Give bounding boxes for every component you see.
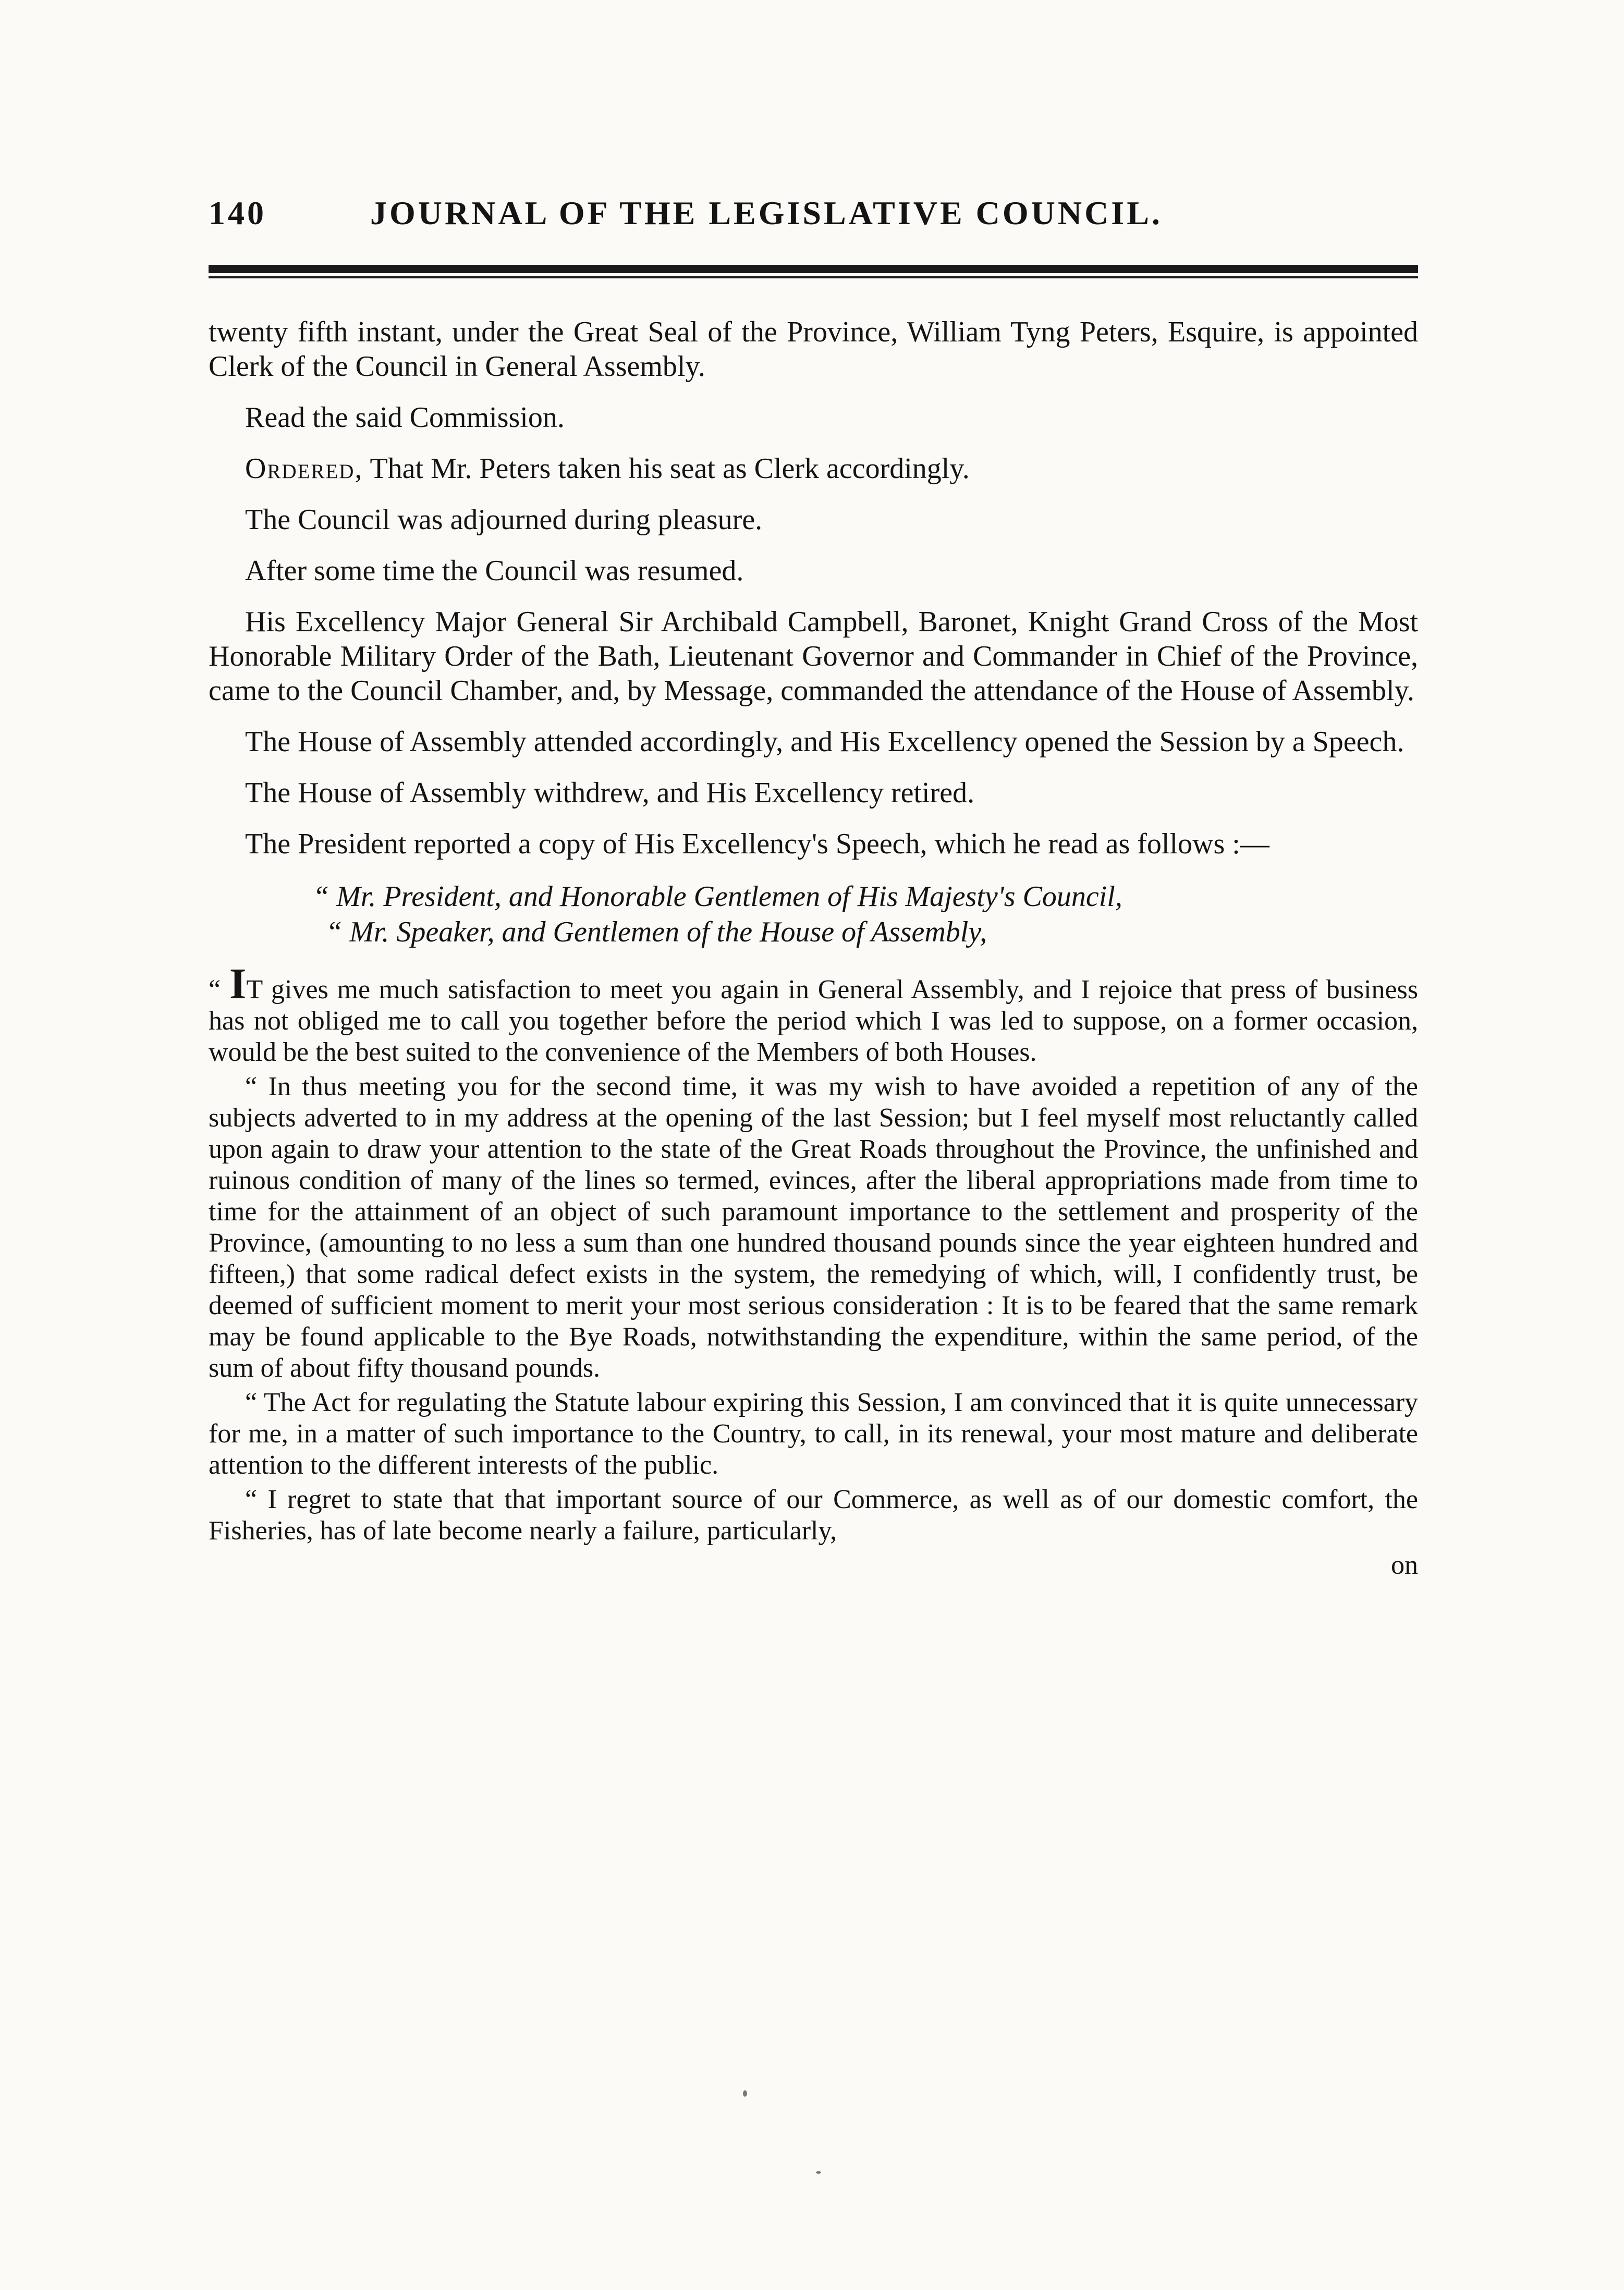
- paper-speck: [743, 2090, 747, 2097]
- catchword: on: [1391, 1550, 1418, 1580]
- speech-paragraph-4: “ I regret to state that that important source of our Commerce, as well as of our domestic comfort, the Fisheries, has of late become nearly a failure, particularly,: [209, 1485, 1418, 1546]
- page-header: [209, 188, 1418, 235]
- speech-paragraph-2: “ In thus meeting you for the second time, it was my wish to have avoided a repetition of any of the subjects adverted to in my address at the opening of the last Session; but I feel myself most reluctantly called upon again to draw your attention to the state of the Great Roads throughout the Province, the unfinished and ruinous condition of many of the lines so termed, evinces, after the liberal appropriations made from time to time for the attainment of an object of such paramount importance to the settlement and prosperity of the Province, (amounting to no less a sum than one hundred thousand pounds since the year eighteen hundred and fifteen,) that some radical defect exists in the system, the remedying of which, will, I confidently trust, be deemed of sufficient moment to merit your most serious consideration : It is to be feared that the same remark may be found applicable to the Bye Roads, notwithstanding the expenditure, within the same period, of the sum of about fifty thousand pounds.: [209, 1072, 1418, 1383]
- paragraph-commission: twenty fifth instant, under the Great Seal of the Province, William Tyng Peters, Esquire, is appointed Clerk of the Council in General Assembly.: [209, 316, 1418, 383]
- salutation-line-council: “ Mr. President, and Honorable Gentlemen of His Majesty's Council,: [313, 880, 1122, 913]
- speech-paragraph-3: “ The Act for regulating the Statute labour expiring this Session, I am convinced that it is quite unnecessary for me, in a matter of such importance to the Country, to call, in its renewal, your most mature and deliberate attention to the different interests of the public.: [209, 1388, 1418, 1480]
- paragraph-assembly-withdrew: The House of Assembly withdrew, and His Excellency retired.: [245, 777, 975, 809]
- paragraph-president-reported: The President reported a copy of His Excellency's Speech, which he read as follows :—: [245, 828, 1269, 860]
- speech-paragraph-1: [209, 960, 1418, 1068]
- speech-paragraph-1-text: T gives me much satisfaction to meet you again in General Assembly, and I rejoice that press of business has not obliged me to call you together before the period which I was led to suppose, on a former occasion, would be the best suited to the convenience of the Members of both Houses.: [209, 975, 1418, 1067]
- ordered-lead: Ordered,: [245, 452, 363, 485]
- speech-open-quote: “: [209, 975, 229, 1005]
- page: [209, 188, 1418, 1581]
- running-head: JOURNAL OF THE LEGISLATIVE COUNCIL.: [370, 194, 1163, 231]
- paragraph-assembly-attended: The House of Assembly attended accordingly, and His Excellency opened the Session by a Speech.: [245, 726, 1405, 758]
- journal-body: [209, 315, 1418, 1581]
- paragraph-adjourned: The Council was adjourned during pleasure.: [245, 504, 763, 536]
- speech-text: [209, 960, 1418, 1547]
- paragraph-read: Read the said Commission.: [245, 401, 565, 434]
- header-rule: [209, 265, 1418, 278]
- paragraph-ordered: [209, 451, 1418, 486]
- paper-speck: [816, 2171, 821, 2174]
- speech-salutation: [209, 879, 1418, 950]
- drop-cap: I: [229, 960, 247, 1008]
- paragraph-governor-arrives: His Excellency Major General Sir Archibald Campbell, Baronet, Knight Grand Cross of the Most Honorable Military Order of the Bath, Lieutenant Governor and Commander in Chief of the Province, came to the Council Chamber, and, by Message, commanded the attendance of the House of Assembly.: [209, 606, 1418, 707]
- page-number: 140: [209, 194, 266, 231]
- paragraph-resumed: After some time the Council was resumed.: [245, 555, 744, 587]
- salutation-line-assembly: “ Mr. Speaker, and Gentlemen of the House of Assembly,: [326, 916, 987, 948]
- ordered-text: That Mr. Peters taken his seat as Clerk accordingly.: [363, 452, 970, 485]
